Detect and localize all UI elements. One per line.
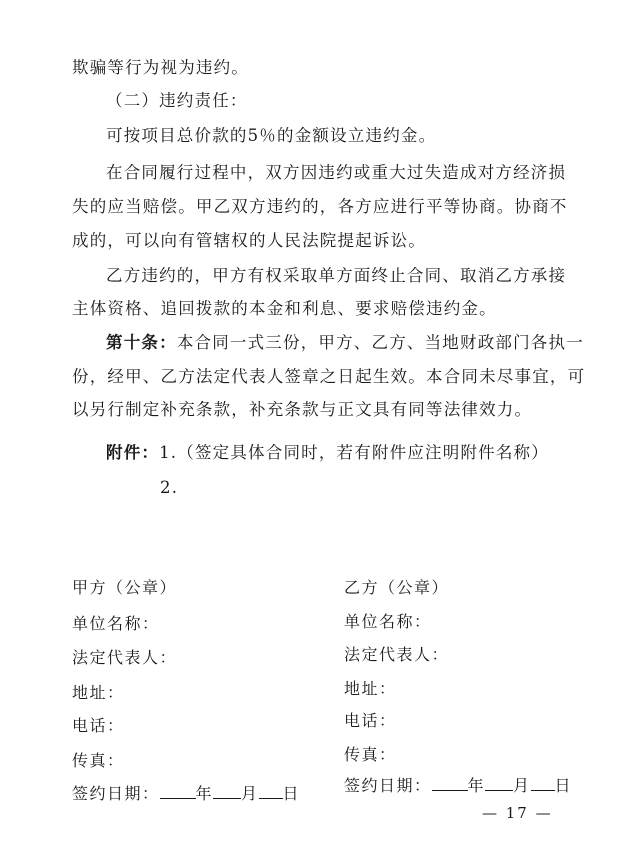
party-b-phone: 电话：	[344, 711, 397, 730]
article-10-line-2: 份，经甲、乙方法定代表人签章之日起生效。本合同未尽事宜，可	[72, 367, 586, 386]
party-b-legal-rep: 法定代表人：	[344, 645, 450, 664]
party-a-fax: 传真：	[72, 751, 125, 770]
body-line-1: 欺骗等行为视为违约。	[72, 58, 249, 77]
body-line-6: 成的，可以向有管辖权的人民法院提起诉讼。	[72, 231, 426, 250]
party-a-date-label: 签约日期：	[72, 784, 160, 803]
body-line-3: 可按项目总价款的5％的金额设立违约金。	[106, 126, 437, 145]
article-10-line-3: 以另行制定补充条款，补充条款与正文具有同等法律效力。	[72, 400, 533, 419]
party-b-fax: 传真：	[344, 745, 397, 764]
article-10-line-1	[106, 333, 584, 353]
party-b-unit-name: 单位名称：	[344, 612, 432, 631]
party-b-address: 地址：	[344, 679, 397, 698]
party-b-year-label: 年	[467, 776, 486, 795]
body-line-7: 乙方违约的，甲方有权采取单方面终止合同、取消乙方承接	[106, 266, 567, 285]
body-line-4: 在合同履行过程中，双方因违约或重大过失造成对方经济损	[106, 163, 567, 182]
article-10-first-line: 本合同一式三份，甲方、乙方、当地财政部门各执一	[176, 333, 584, 352]
attachment-item-2: 2.	[160, 478, 179, 497]
body-line-5: 失的应当赔偿。甲乙双方违约的，各方应进行平等协商。协商不	[72, 197, 568, 216]
party-a-legal-rep: 法定代表人：	[72, 648, 178, 667]
party-a-sign-date	[72, 784, 300, 804]
party-a-phone: 电话：	[72, 716, 125, 735]
party-b-day-blank	[531, 776, 555, 791]
party-a-day-label: 日	[282, 784, 301, 803]
party-b-date-label: 签约日期：	[344, 776, 432, 795]
article-10-heading: 第十条：	[106, 333, 177, 352]
party-a-title: 甲方（公章）	[72, 578, 178, 597]
party-a-unit-name: 单位名称：	[72, 614, 160, 633]
party-a-address: 地址：	[72, 683, 125, 702]
party-b-day-label: 日	[554, 776, 573, 795]
party-a-month-blank	[213, 784, 241, 799]
party-b-year-blank	[432, 776, 468, 791]
attachment-line-1	[106, 443, 549, 463]
section-heading-breach-liability: （二）违约责任：	[106, 91, 248, 110]
page-number: — 17 —	[482, 804, 553, 822]
attachment-item-1: 1.（签定具体合同时，若有附件应注明附件名称）	[159, 443, 549, 462]
party-b-sign-date	[344, 776, 572, 796]
party-b-month-blank	[485, 776, 513, 791]
party-a-month-label: 月	[241, 784, 259, 803]
party-b-month-label: 月	[513, 776, 531, 795]
party-a-year-label: 年	[195, 784, 214, 803]
party-a-year-blank	[160, 784, 196, 799]
attachment-heading: 附件：	[106, 443, 160, 462]
body-line-8: 主体资格、追回拨款的本金和利息、要求赔偿违约金。	[72, 299, 497, 318]
party-b-title: 乙方（公章）	[344, 578, 450, 597]
party-a-day-blank	[259, 784, 283, 799]
